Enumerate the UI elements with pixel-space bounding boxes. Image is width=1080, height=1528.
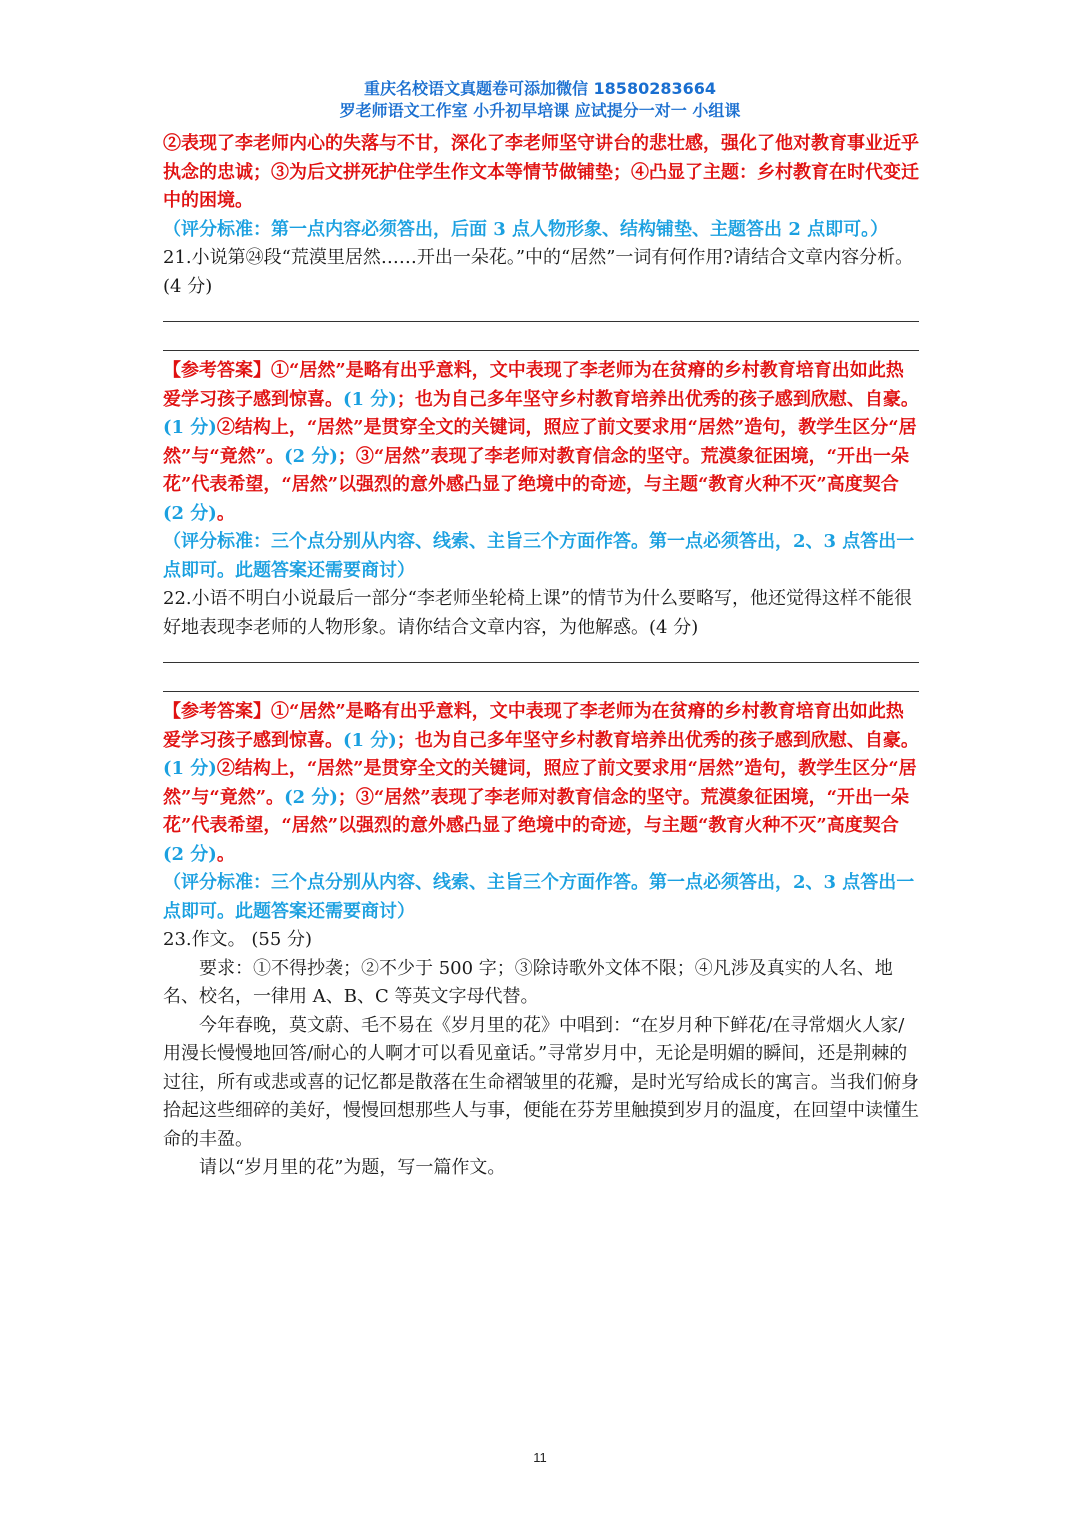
q21-question: 21.小说第㉔段“荒漠里居然……开出一朵花。”中的“居然”一词有何作用?请结合文章内容分析。(4 分) <box>163 247 914 297</box>
q21-reference-answer <box>163 357 919 528</box>
answer-text: 。 <box>216 502 235 524</box>
header-studio-line: 罗老师语文工作室 小升初早培课 应试提分一对一 小组课 <box>339 101 741 120</box>
answer-text: ；③“居然”表现了李老师对教育信念的坚守。荒漠象征困境，“开出一朵花”代表希望，“居然”以强烈的意外感凸显了绝境中的奇迹，与主题“教育火种不灭”高度契合 <box>163 786 909 836</box>
page-header <box>0 78 1080 122</box>
answer-text: 。 <box>216 843 235 865</box>
q23-prompt: 今年春晚，莫文蔚、毛不易在《岁月里的花》中唱到：“在岁月种下鲜花/在寻常烟火人家/用漫长慢慢地回答/耐心的人啊才可以看见童话。”寻常岁月中，无论是明媚的瞬间，还是荆棘的过往，所有或悲或喜的记忆都是散落在生命褶皱里的花瓣，是时光写给成长的寓言。当我们俯身拾起这些细碎的美好，慢慢回想那些人与事，便能在芬芳里触摸到岁月的温度，在回望中读懂生命的丰盈。 <box>163 1014 919 1150</box>
answer-text: ；③“居然”表现了李老师对教育信念的坚守。荒漠象征困境，“开出一朵花”代表希望，“居然”以强烈的意外感凸显了绝境中的奇迹，与主题“教育火种不灭”高度契合 <box>163 445 909 495</box>
answer-text: 【参考答案】①“居然”是略有出乎意料，文中表现了李老师为在贫瘠的乡村教育培育出如此热爱学习孩子感到惊喜。 <box>163 701 904 751</box>
score-mark: (1 分) <box>163 758 217 779</box>
q22-question: 22.小语不明白小说最后一部分“李老师坐轮椅上课”的情节为什么要略写，他还觉得这样不能很好地表现李老师的人物形象。请你结合文章内容，为他解惑。(4 分) <box>163 588 913 638</box>
q21-criteria: （评分标准：三个点分别从内容、线索、主旨三个方面作答。第一点必须答出，2、3 点答出一点即可。此题答案还需要商讨） <box>163 531 915 581</box>
answer-text: ②结构上，“居然”是贯穿全文的关键词，照应了前文要求用“居然”造句，教学生区分“居然”与“竟然”。 <box>163 758 917 808</box>
answer-text: 【参考答案】①“居然”是略有出乎意料，文中表现了李老师为在贫瘠的乡村教育培育出如此热爱学习孩子感到惊喜。 <box>163 360 904 410</box>
q20-answer-tail: ②表现了李老师内心的失落与不甘，深化了李老师坚守讲台的悲壮感，强化了他对教育事业近乎执念的忠诚；③为后文拼死护住学生作文本等情节做铺垫；④凸显了主题：乡村教育在时代变迁中的困境。 <box>163 133 919 211</box>
q22-reference-answer <box>163 698 919 869</box>
answer-text: ②结构上，“居然”是贯穿全文的关键词，照应了前文要求用“居然”造句，教学生区分“居然”与“竟然”。 <box>163 417 917 467</box>
page-content <box>163 130 919 1183</box>
score-mark: (2 分) <box>163 502 217 524</box>
page-number: 11 <box>533 1450 547 1465</box>
score-mark: (1 分) <box>343 388 397 410</box>
score-mark: (2 分) <box>163 843 217 865</box>
score-mark: (2 分) <box>284 786 338 808</box>
score-mark: (2 分) <box>284 445 338 467</box>
q22-criteria: （评分标准：三个点分别从内容、线索、主旨三个方面作答。第一点必须答出，2、3 点答出一点即可。此题答案还需要商讨） <box>163 872 915 922</box>
q23-instruction: 请以“岁月里的花”为题，写一篇作文。 <box>199 1157 506 1178</box>
answer-text: ；也为自己多年坚守乡村教育培养出优秀的孩子感到欣慰、自豪。 <box>396 729 919 751</box>
q23-requirements: 要求：①不得抄袭；②不少于 500 字；③除诗歌外文体不限；④凡涉及真实的人名、地名、校名，一律用 A、B、C 等英文字母代替。 <box>163 957 893 1007</box>
score-mark: (1 分) <box>163 417 217 438</box>
answer-text: ；也为自己多年坚守乡村教育培养出优秀的孩子感到欣慰、自豪。 <box>396 388 919 410</box>
q20-criteria: （评分标准：第一点内容必须答出，后面 3 点人物形象、结构铺垫、主题答出 2 点即可。） <box>163 218 889 240</box>
q23-title: 23.作文。 (55 分) <box>163 929 313 950</box>
header-contact-line: 重庆名校语文真题卷可添加微信 18580283664 <box>363 79 717 98</box>
score-mark: (1 分) <box>343 729 397 751</box>
